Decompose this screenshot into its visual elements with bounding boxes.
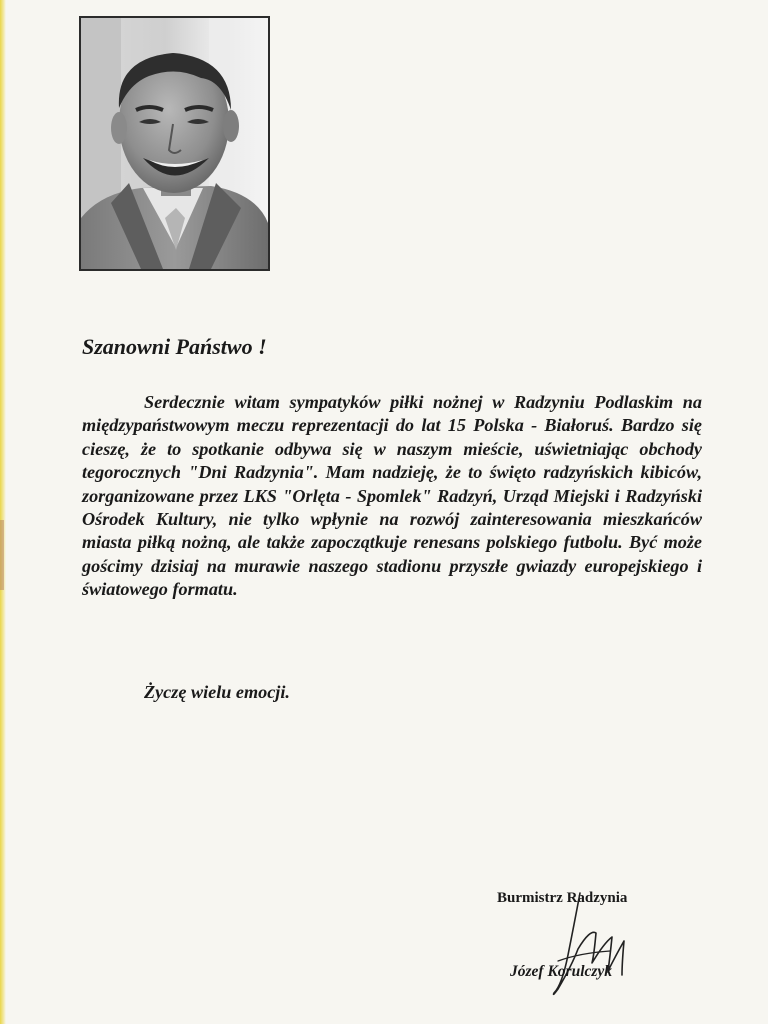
letter-line: dzisiaj na murawie naszego stadionu przyszłe gwiazdy: [151, 555, 577, 576]
letter-line: europejskiego i światowego formatu.: [82, 555, 702, 600]
page-edge: [0, 0, 6, 1024]
letter-line: Polska - Białoruś. Bardzo się cieszę, że to spotkanie odbywa się w: [82, 415, 703, 459]
letter-closing: Życzę wielu emocji.: [144, 682, 290, 702]
signatory-title: Burmistrz Radzynia: [497, 890, 628, 906]
letter-line: zapoczątkuje renesans polskiego futbolu. Być może gościmy: [82, 532, 703, 576]
letter-line: zorganizowane przez LKS "Orlęta - Spomlek" Radzyń, Urząd: [82, 485, 549, 506]
letter-line: zainteresowania mieszkańców miasta piłką nożną, ale także: [82, 509, 702, 553]
portrait-drawing: [81, 18, 268, 269]
letter-body: [82, 391, 702, 602]
letter-line: Serdecznie witam sympatyków piłki nożnej w Radzyniu: [144, 392, 585, 412]
letter-line: Podlaskim na międzypaństwowym meczu reprezentacji do lat 15: [82, 392, 702, 436]
page-edge-mark: [0, 520, 4, 590]
signatory-name: Józef Korulczyk: [510, 963, 613, 980]
portrait-photo: [79, 16, 270, 271]
letter-line: naszym mieście, uświetniając obchody tegorocznych "Dni: [82, 438, 702, 483]
letter-line: Radzynia". Mam nadzieję, że to święto radzyńskich kibiców,: [233, 462, 703, 483]
greeting-heading: Szanowni Państwo !: [82, 334, 267, 359]
handwritten-signature: [550, 885, 640, 1000]
letter-line: Miejski i Radzyński Ośrodek Kultury, nie tylko wpłynie na rozwój: [82, 485, 703, 530]
